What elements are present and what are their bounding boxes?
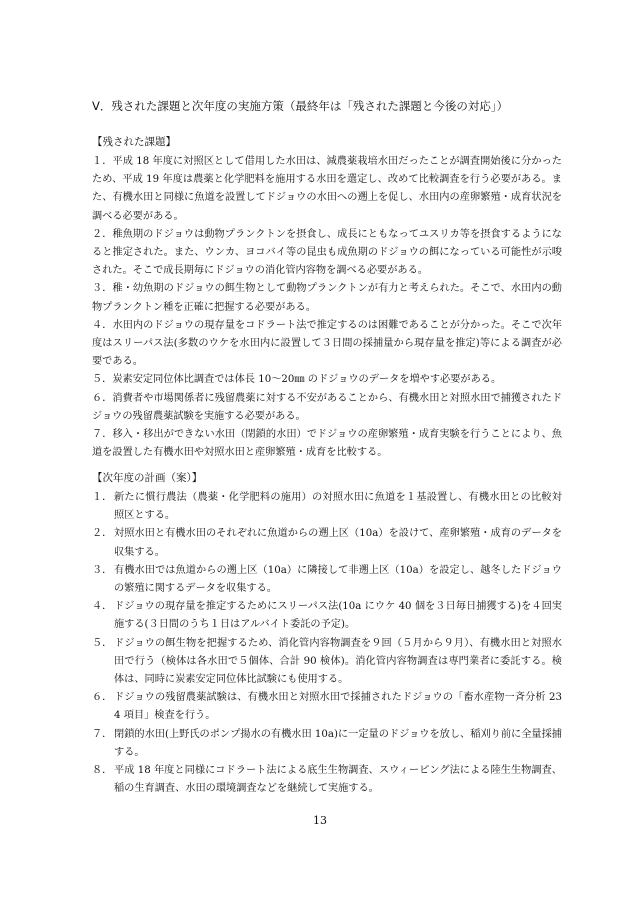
plan-item-number: ６． — [92, 692, 113, 704]
page-number: 13 — [313, 814, 327, 827]
remaining-issue-4: ４．水田内のドジョウの現存量をコドラート法で推定するのは困難であることが分かった。そこで次年度はスリーパス法(多数のウケを水田内に設置して３日間の採捕量から現存量を推定)等による調査が必要である。 — [92, 319, 562, 368]
remaining-issue-2: ２．稚魚期のドジョウは動物プランクトンを摂食し、成長にともなってユスリカ等を摂食するようになると推定された。また、ウンカ、ヨコバイ等の昆虫も成魚期のドジョウの餌になっている可能性が示唆された。そこで成長期毎にドジョウの消化管内容物を調べる必要がある。 — [92, 228, 562, 277]
plan-item-5 — [92, 635, 562, 690]
plan-item-text: ドジョウの残留農薬試験は、有機水田と対照水田で採捕されたドジョウの「畜水産物一斉分析 234 項目」検査を行う。 — [114, 692, 562, 722]
plan-item-1 — [92, 489, 562, 525]
section-heading: Ⅴ．残された課題と次年度の実施方策（最終年は「残された課題と今後の対応」） — [92, 99, 509, 113]
plan-item-4 — [92, 598, 562, 634]
plan-item-number: ８． — [92, 765, 113, 777]
remaining-issues-heading: 【残された課題】 — [92, 136, 176, 148]
plan-item-text: 対照水田と有機水田のそれぞれに魚道からの遡上区（10a）を設けて、産卵繁殖・成育のデータを収集する。 — [114, 528, 562, 558]
plan-item-number: ２． — [92, 528, 113, 540]
plan-item-8 — [92, 762, 562, 798]
remaining-issue-7: ７．移入・移出ができない水田（閉鎖的水田）でドジョウの産卵繁殖・成育実験を行うことにより、魚道を設置した有機水田や対照水田と産卵繁殖・成育を比較する。 — [92, 429, 562, 459]
remaining-issue-1: １．平成 18 年度に対照区として借用した水田は、減農薬栽培水田だったことが調査開始後に分かったため、平成 19 年度は農薬と化学肥料を施用する水田を選定し、改めて比較調査を行う必要がある。また、有機水田と同様に魚道を設置してドジョウの水田への遡上を促し、水田内の産卵繁殖・成育状況を調べる必要がある。 — [92, 156, 562, 222]
plan-item-text: 有機水田では魚道からの遡上区（10a）に隣接して非遡上区（10a）を設定し、越冬したドジョウの繁殖に関するデータを収集する。 — [114, 564, 562, 595]
plan-item-number: ５． — [92, 637, 113, 649]
plan-item-number: ３． — [92, 564, 113, 576]
plan-item-text: 新たに慣行農法（農薬・化学肥料の施用）の対照水田に魚道を１基設置し、有機水田との比較対照区とする。 — [114, 492, 562, 522]
next-year-plan-list — [92, 489, 562, 798]
plan-item-6 — [92, 689, 562, 725]
plan-item-number: １． — [92, 492, 113, 503]
remaining-issue-3: ３．稚・幼魚期のドジョウの餌生物として動物プランクトンが有力と考えられた。そこで、水田内の動物プランクトン種を正確に把握する必要がある。 — [92, 283, 562, 313]
plan-item-number: ４． — [92, 601, 113, 613]
plan-item-number: ７． — [92, 728, 113, 740]
remaining-issues-list — [92, 153, 562, 462]
remaining-issue-5: ５．炭素安定同位体比調査では体長 10～20㎜ のドジョウのデータを増やす必要がある。 — [92, 374, 502, 386]
remaining-issue-6: ６．消費者や市場関係者に残留農薬に対する不安があることから、有機水田と対照水田で捕獲されたドジョウの残留農薬試験を実施する必要がある。 — [92, 392, 562, 422]
plan-item-2 — [92, 525, 562, 561]
plan-item-text: ドジョウの現存量を推定するためにスリーパス法(10a にウケ 40 個を３日毎日捕獲する)を４回実施する(３日間のうち１日はアルバイト委託の予定)。 — [114, 601, 562, 631]
next-year-plan-heading: 【次年度の計画（案）】 — [92, 472, 203, 484]
plan-item-text: ドジョウの餌生物を把握するため、消化管内容物調査を９回（５月から９月）、有機水田と対照水田で行う（検体は各水田で５個体、合計 90 検体)。消化管内容物調査は専門業者に委託する。検体は、同時に炭素安定同位体比試験にも使用する。 — [114, 637, 562, 686]
plan-item-text: 平成 18 年度と同様にコドラート法による底生生物調査、スウィーピング法による陸生生物調査、稲の生育調査、水田の環境調査などを継続して実施する。 — [114, 765, 562, 795]
plan-item-text: 閉鎖的水田(上野氏のポンプ揚水の有機水田 10a)に一定量のドジョウを放し、稲刈り前に全量採捕する。 — [114, 728, 562, 758]
plan-item-3 — [92, 562, 562, 598]
plan-item-7 — [92, 726, 562, 762]
